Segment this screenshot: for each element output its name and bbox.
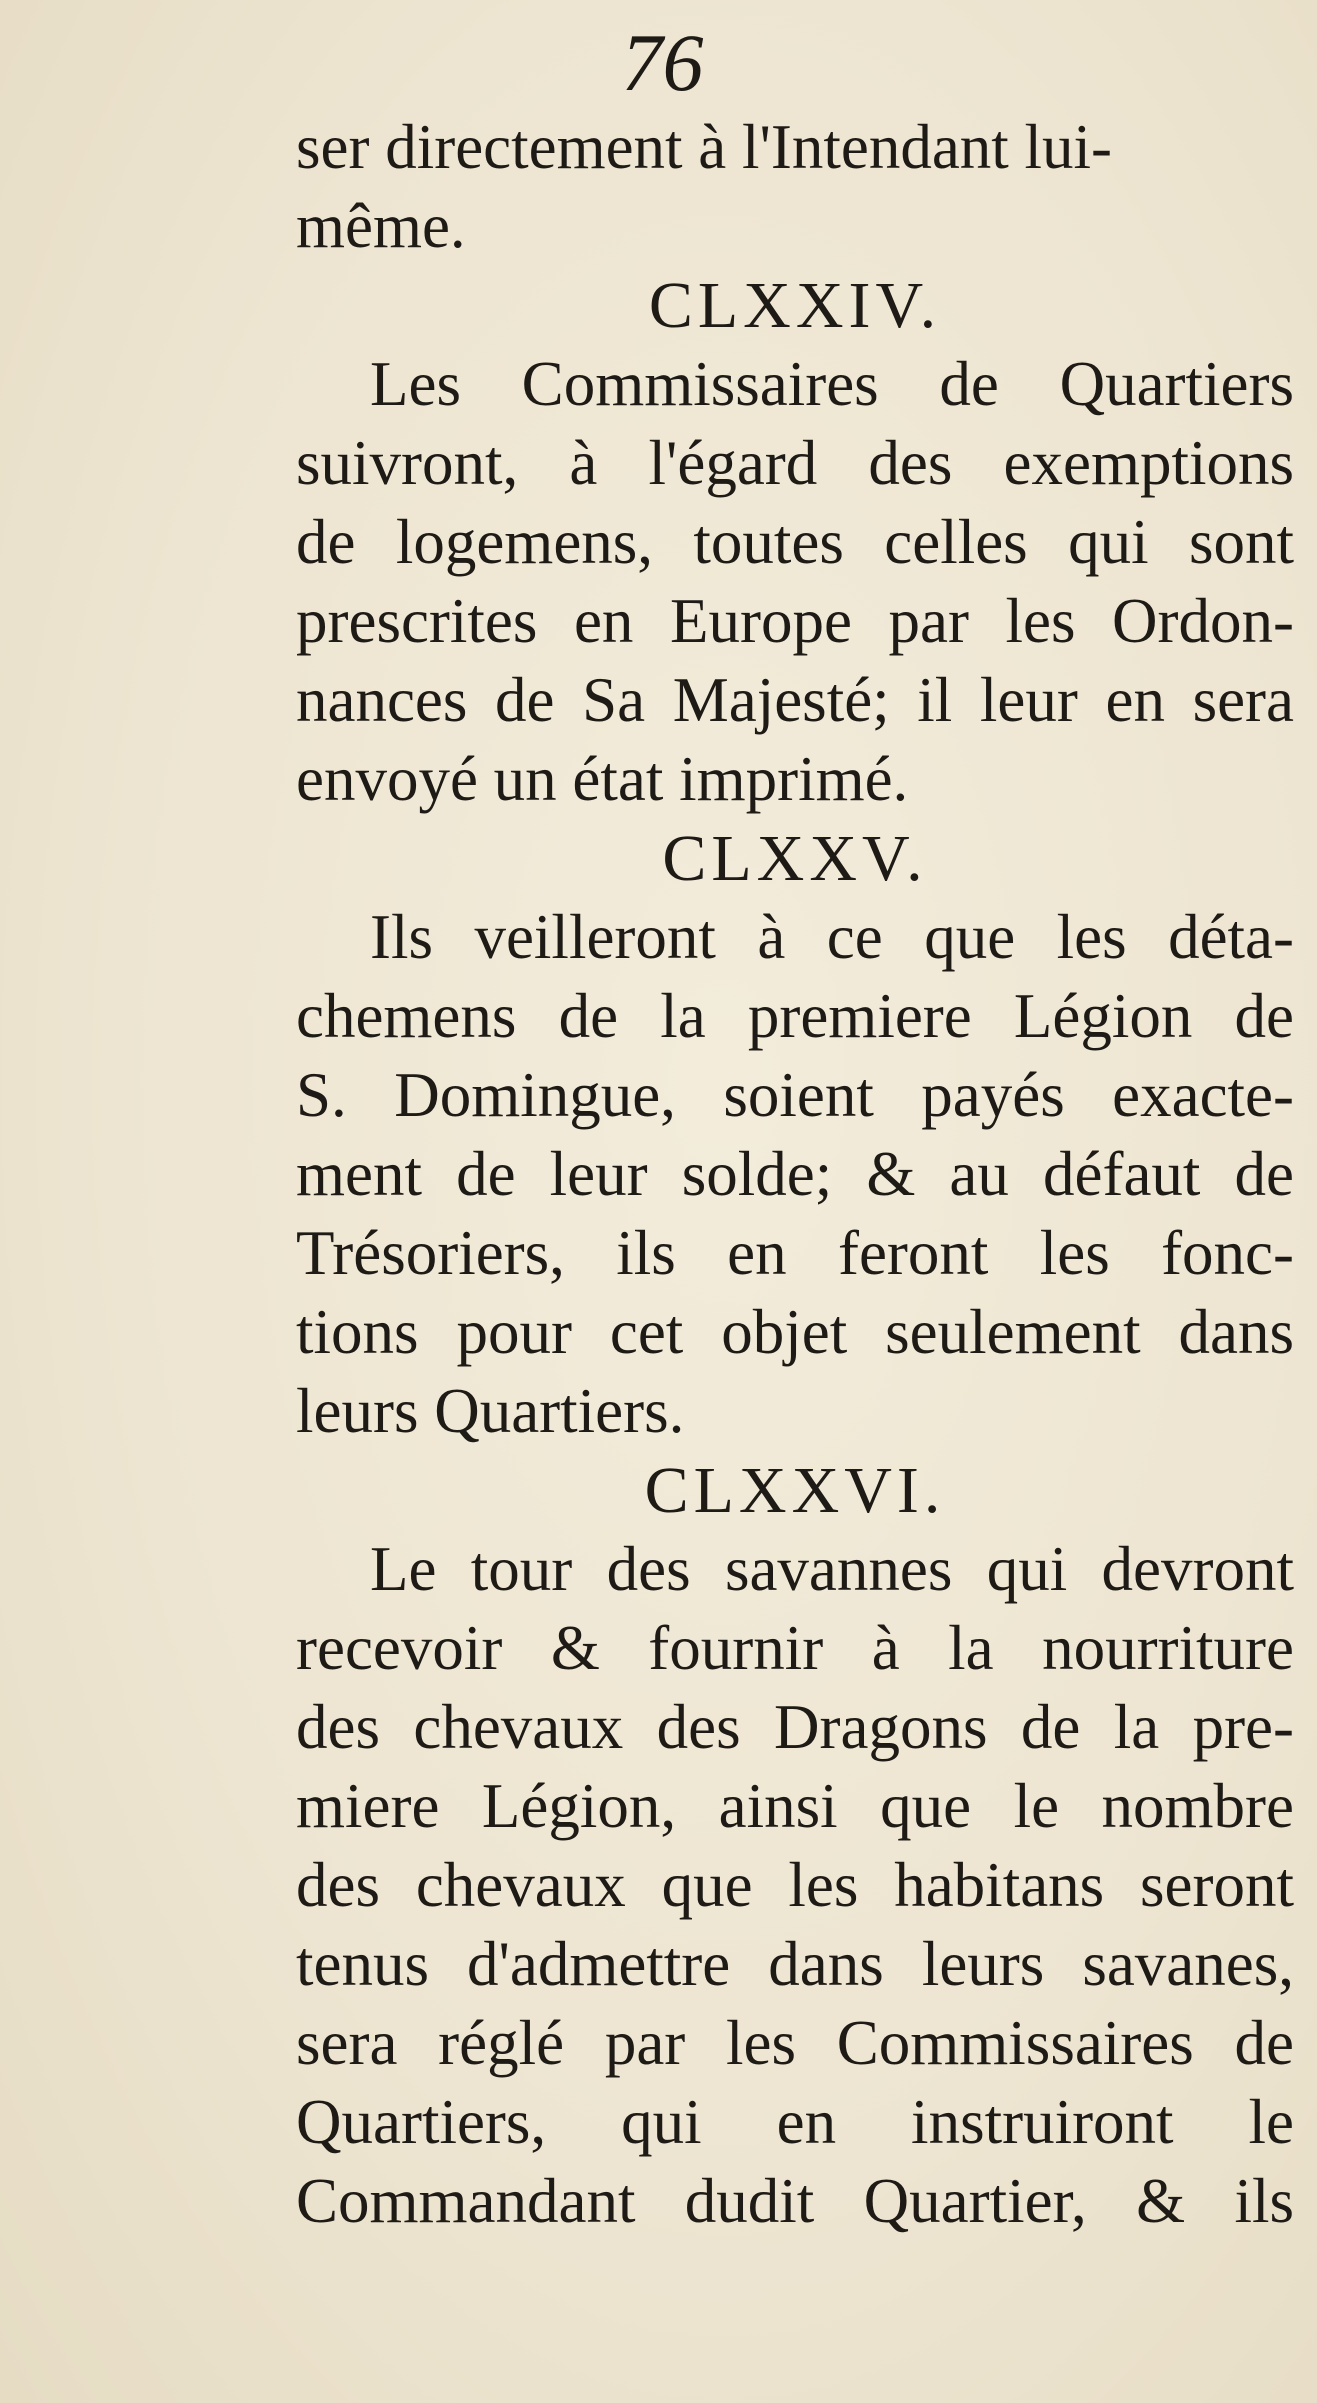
paragraph-first-line: Les Commissaires de Quartiers	[370, 349, 1294, 419]
text-line: de logemens, toutes celles qui sont	[296, 507, 1294, 577]
article-heading: CLXXIV.	[648, 269, 942, 342]
body-text	[296, 108, 1294, 2241]
text-line: chemens de la premiere Légion de	[296, 981, 1294, 1051]
paragraph-first-line: Le tour des savannes qui devront	[370, 1534, 1294, 1604]
text-line: Quartiers, qui en instruiront le	[296, 2087, 1294, 2157]
paragraph-first-line: Ils veilleront à ce que les déta-	[370, 902, 1294, 972]
article-heading: CLXXVI.	[644, 1454, 946, 1527]
article-heading: CLXXV.	[662, 822, 928, 895]
text-line: leurs Quartiers.	[296, 1376, 685, 1446]
text-line: prescrites en Europe par les Ordon-	[296, 586, 1294, 656]
text-line: même.	[296, 191, 466, 261]
text-line: tions pour cet objet seulement dans	[296, 1297, 1294, 1367]
text-line: recevoir & fournir à la nourriture	[296, 1613, 1294, 1683]
text-line: sera réglé par les Commissaires de	[296, 2008, 1294, 2078]
text-line: miere Légion, ainsi que le nombre	[296, 1771, 1294, 1841]
text-line: envoyé un état imprimé.	[296, 744, 909, 814]
page-number: 76	[621, 17, 704, 108]
text-line: des chevaux des Dragons de la pre-	[296, 1692, 1294, 1762]
text-line: suivront, à l'égard des exemptions	[296, 428, 1294, 498]
text-line: S. Domingue, soient payés exacte-	[296, 1060, 1294, 1130]
text-line: tenus d'admettre dans leurs savanes,	[296, 1929, 1294, 1999]
text-line: Trésoriers, ils en feront les fonc-	[296, 1218, 1294, 1288]
text-line: des chevaux que les habitans seront	[296, 1850, 1294, 1920]
text-line: Commandant dudit Quartier, & ils	[296, 2166, 1294, 2236]
text-line: nances de Sa Majesté; il leur en sera	[296, 665, 1294, 735]
text-line: ser directement à l'Intendant lui-	[296, 112, 1113, 182]
text-line: ment de leur solde; & au défaut de	[296, 1139, 1294, 1209]
